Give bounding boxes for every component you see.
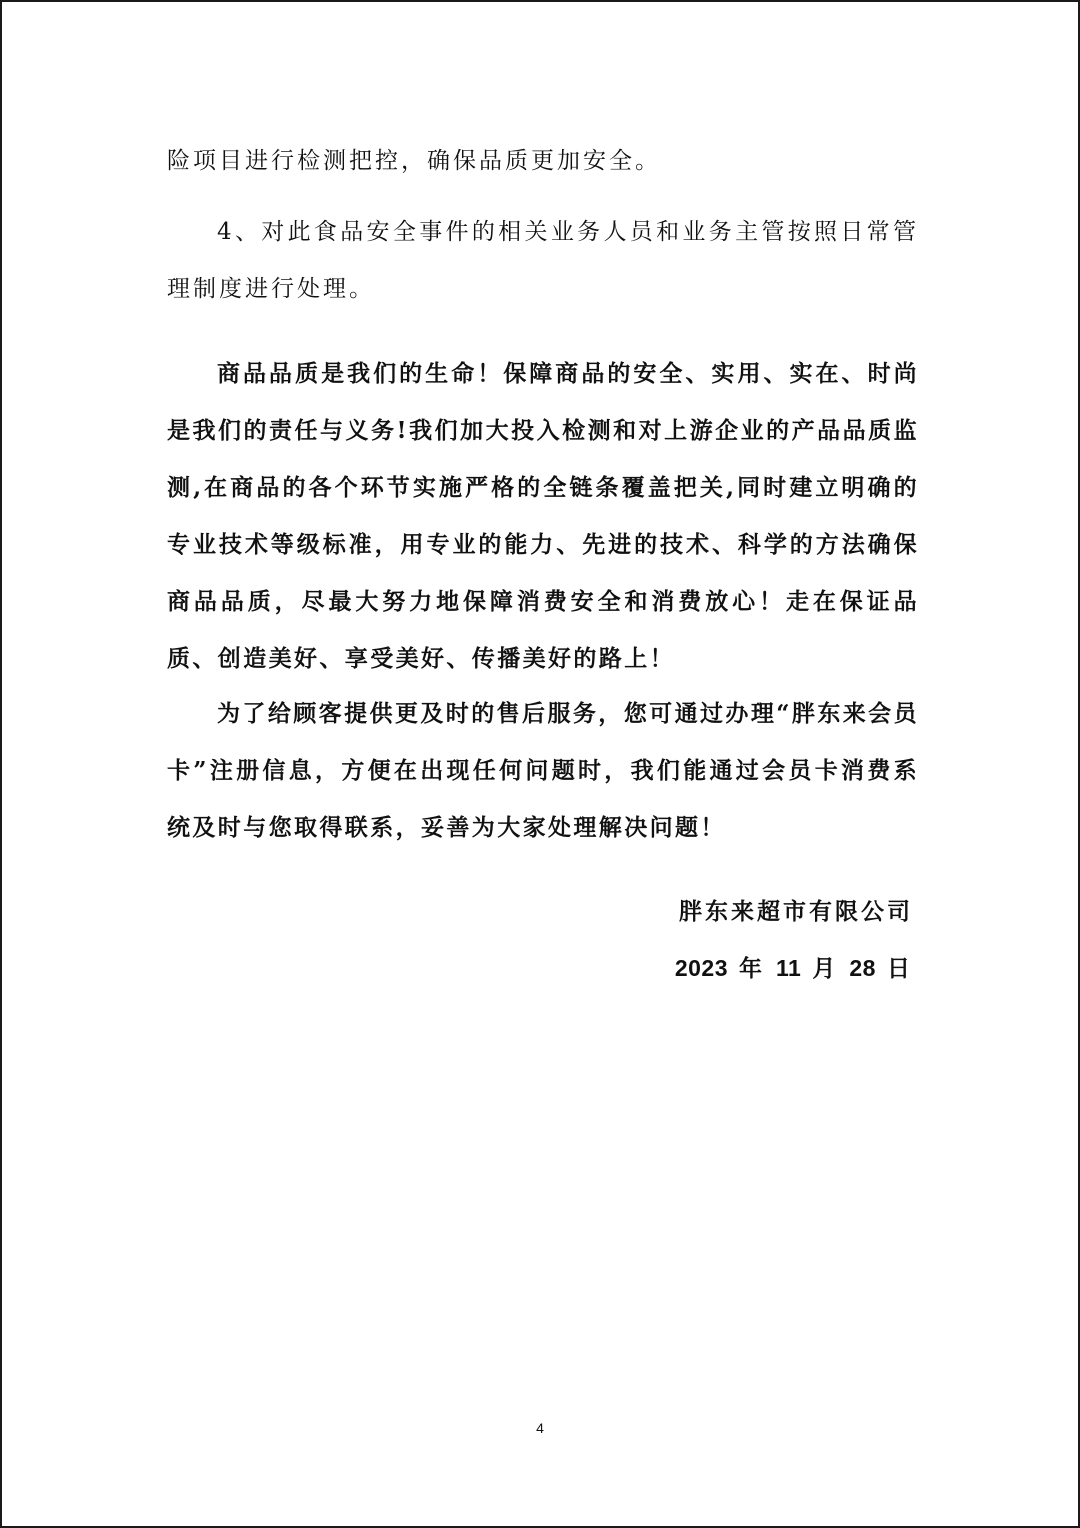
paragraph-item-4: 4、对此食品安全事件的相关业务人员和业务主管按照日常管理制度进行处理。 <box>167 219 919 302</box>
date-month: 11 <box>776 955 802 981</box>
date-day: 28 <box>849 955 876 981</box>
paragraph-member-card: 为了给顾客提供更及时的售后服务，您可通过办理“胖东来会员卡”注册信息，方便在出现任何问题时，我们能通过会员卡消费系统及时与您取得联系，妥善为大家处理解决问题！ <box>167 700 919 841</box>
date-year-unit: 年 <box>739 955 766 982</box>
paragraph-continuation: 险项目进行检测把控，确保品质更加安全。 <box>167 148 661 174</box>
date-day-unit: 日 <box>887 955 913 982</box>
page-number: 4 <box>536 1420 544 1436</box>
date-year: 2023 <box>674 955 728 981</box>
paragraph-quality-statement: 商品品质是我们的生命！保障商品的安全、实用、实在、时尚是我们的责任与义务!我们加大投入检测和对上游企业的产品品质监测,在商品的各个环节实施严格的全链条覆盖把关,同时建立明确的专业技术等级标准，用专业的能力、先进的技术、科学的方法确保商品品质，尽最大努力地保障消费安全和消费放心！走在保证品质、创造美好、享受美好、传播美好的路上！ <box>167 360 919 672</box>
signature-date <box>675 940 913 997</box>
signature-company: 胖东来超市有限公司 <box>679 898 913 925</box>
date-month-unit: 月 <box>812 955 839 982</box>
